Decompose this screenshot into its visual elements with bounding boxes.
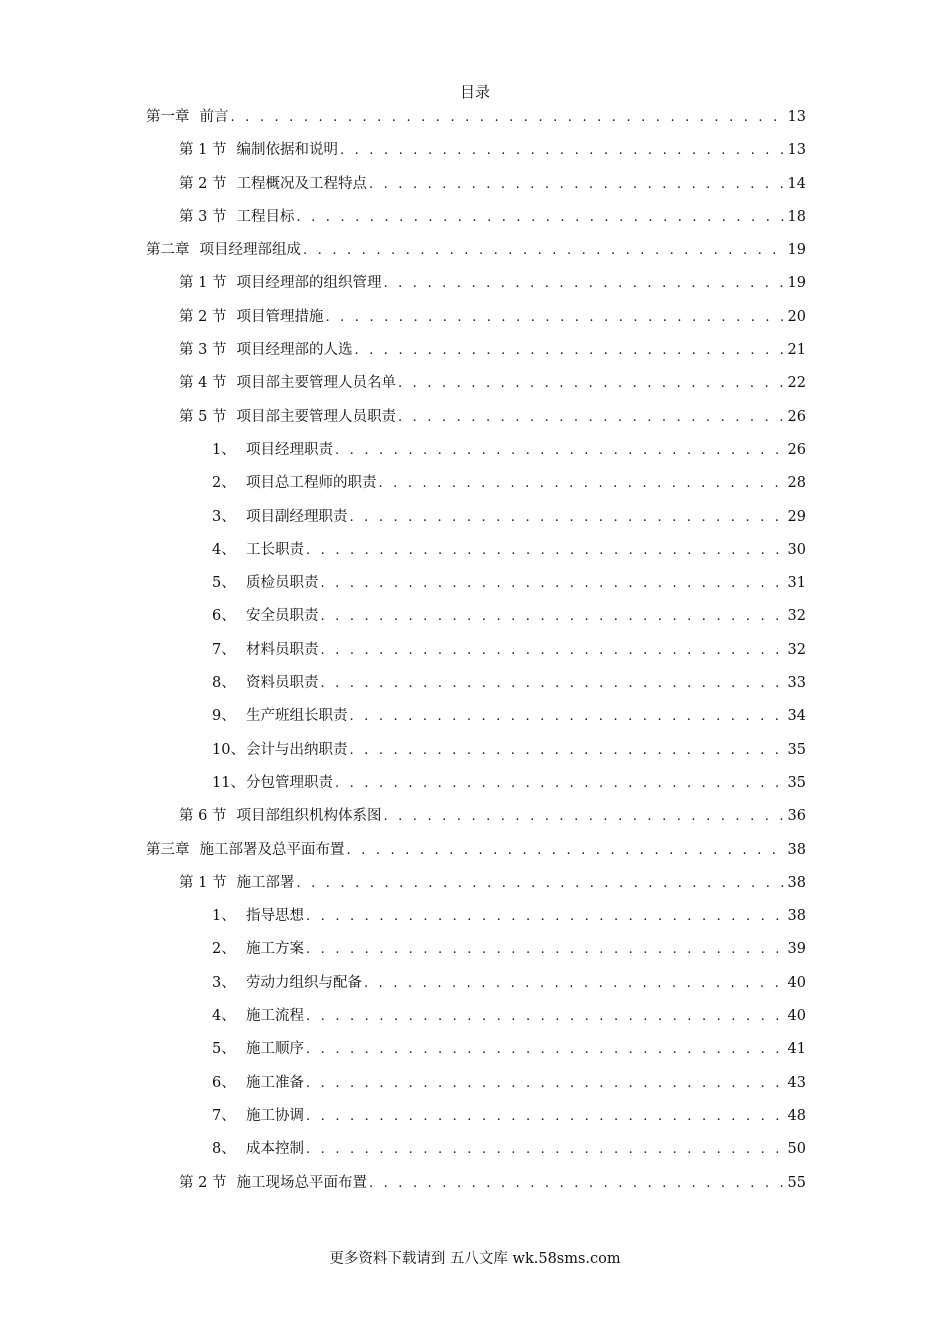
toc-entry-number: 7、 bbox=[212, 1107, 236, 1124]
toc-entry-number: 第 5 节 bbox=[179, 408, 227, 425]
toc-entry-page-number: 36 bbox=[787, 808, 806, 825]
toc-entry[interactable] bbox=[146, 170, 806, 203]
toc-entry-title: 劳动力组织与配备 bbox=[246, 974, 362, 991]
toc-entry-number: 3、 bbox=[212, 508, 236, 525]
toc-entry-page-number: 30 bbox=[787, 541, 806, 558]
toc-entry-title: 项目管理措施 bbox=[236, 308, 324, 325]
toc-entry-page-number: 19 bbox=[787, 275, 806, 292]
toc-entry-title: 项目经理部的人选 bbox=[236, 342, 353, 359]
toc-entry[interactable] bbox=[146, 103, 806, 136]
toc-entry-number: 9、 bbox=[212, 708, 236, 725]
toc-entry[interactable] bbox=[146, 969, 806, 1002]
toc-entry-title: 工程概况及工程特点 bbox=[236, 175, 367, 192]
toc-entry-page-number: 55 bbox=[787, 1174, 806, 1191]
toc-entry[interactable] bbox=[146, 802, 806, 835]
toc-entry-title: 项目副经理职责 bbox=[246, 508, 348, 525]
toc-dot-leader bbox=[325, 304, 785, 332]
toc-dot-leader bbox=[306, 1003, 786, 1031]
toc-dot-leader bbox=[306, 537, 786, 565]
toc-entry-number: 5、 bbox=[212, 1041, 236, 1058]
toc-entry-page-number: 40 bbox=[787, 974, 806, 991]
toc-entry[interactable] bbox=[146, 1135, 806, 1168]
toc-entry-number: 2、 bbox=[212, 941, 236, 958]
toc-entry-number: 6、 bbox=[212, 1074, 236, 1091]
toc-entry[interactable] bbox=[146, 469, 806, 502]
toc-dot-leader bbox=[369, 171, 786, 199]
toc-dot-leader bbox=[364, 970, 786, 998]
toc-dot-leader bbox=[354, 337, 785, 365]
toc-entry-page-number: 35 bbox=[787, 741, 806, 758]
toc-entry[interactable] bbox=[146, 303, 806, 336]
toc-entry-title: 成本控制 bbox=[246, 1141, 304, 1158]
toc-entry-number: 11、 bbox=[212, 774, 245, 791]
toc-entry-title: 项目部主要管理人员职责 bbox=[236, 408, 396, 425]
toc-entry-number: 1、 bbox=[212, 908, 236, 925]
toc-entry-title: 工程目标 bbox=[236, 208, 295, 225]
toc-entry-title: 会计与出纳职责 bbox=[246, 741, 348, 758]
toc-entry[interactable] bbox=[146, 636, 806, 669]
toc-entry-page-number: 13 bbox=[787, 142, 806, 159]
toc-entry-title: 施工顺序 bbox=[246, 1041, 304, 1058]
toc-entry-number: 第 2 节 bbox=[179, 1174, 227, 1191]
toc-entry-number: 4、 bbox=[212, 1008, 236, 1025]
toc-dot-leader bbox=[321, 570, 786, 598]
toc-entry-number: 5、 bbox=[212, 575, 236, 592]
toc-dot-leader bbox=[383, 270, 785, 298]
toc-entry-page-number: 38 bbox=[787, 874, 806, 891]
toc-entry-number: 第 1 节 bbox=[179, 275, 227, 292]
toc-entry[interactable] bbox=[146, 403, 806, 436]
toc-dot-leader bbox=[350, 703, 786, 731]
toc-entry[interactable] bbox=[146, 935, 806, 968]
toc-entry[interactable] bbox=[146, 1035, 806, 1068]
toc-entry-title: 生产班组长职责 bbox=[246, 708, 348, 725]
toc-entry-title: 材料员职责 bbox=[246, 641, 319, 658]
toc-entry-number: 2、 bbox=[212, 475, 236, 492]
toc-entry[interactable] bbox=[146, 769, 806, 802]
toc-entry-number: 第 3 节 bbox=[179, 208, 227, 225]
toc-entry-page-number: 28 bbox=[787, 475, 806, 492]
toc-entry-number: 第 3 节 bbox=[179, 342, 227, 359]
toc-dot-leader bbox=[379, 470, 786, 498]
toc-entry-number: 第二章 bbox=[146, 242, 190, 259]
toc-entry-number: 第 2 节 bbox=[179, 308, 227, 325]
toc-entry-title: 施工准备 bbox=[246, 1074, 304, 1091]
toc-dot-leader bbox=[306, 1136, 786, 1164]
toc-entry-title: 工长职责 bbox=[246, 541, 304, 558]
toc-entry-number: 3、 bbox=[212, 974, 236, 991]
toc-entry-page-number: 33 bbox=[787, 675, 806, 692]
toc-entry-number: 第 1 节 bbox=[179, 142, 227, 159]
toc-dot-leader bbox=[231, 104, 786, 132]
toc-entry[interactable] bbox=[146, 369, 806, 402]
toc-entry[interactable] bbox=[146, 536, 806, 569]
toc-entry[interactable] bbox=[146, 736, 806, 769]
toc-entry-title: 质检员职责 bbox=[246, 575, 319, 592]
toc-entry-page-number: 32 bbox=[787, 608, 806, 625]
toc-dot-leader bbox=[398, 404, 786, 432]
footer-text: 更多资料下载请到 五八文库 wk.58sms.com bbox=[329, 1251, 621, 1267]
toc-dot-leader bbox=[369, 1170, 786, 1198]
toc-entry-page-number: 22 bbox=[787, 375, 806, 392]
toc-entry-page-number: 26 bbox=[787, 408, 806, 425]
toc-entry[interactable] bbox=[146, 436, 806, 469]
toc-entry[interactable] bbox=[146, 136, 806, 169]
toc-entry-page-number: 38 bbox=[787, 841, 806, 858]
toc-entry-number: 8、 bbox=[212, 1141, 236, 1158]
toc-dot-leader bbox=[306, 1070, 786, 1098]
toc-entry-page-number: 13 bbox=[787, 109, 806, 125]
toc-dot-leader bbox=[383, 803, 785, 831]
toc-entry-page-number: 19 bbox=[787, 242, 806, 259]
toc-entry-number: 4、 bbox=[212, 541, 236, 558]
toc-entry[interactable] bbox=[146, 1169, 806, 1202]
toc-entry-title: 项目部主要管理人员名单 bbox=[236, 375, 396, 392]
toc-entry-title: 前言 bbox=[199, 109, 229, 125]
toc-entry[interactable] bbox=[146, 902, 806, 935]
toc-entry-title: 指导思想 bbox=[246, 908, 304, 925]
toc-entry-title: 编制依据和说明 bbox=[236, 142, 338, 159]
toc-entry-title: 施工协调 bbox=[246, 1107, 304, 1124]
toc-entry-title: 施工流程 bbox=[246, 1008, 304, 1025]
toc-entry-number: 第 2 节 bbox=[179, 175, 227, 192]
toc-dot-leader bbox=[306, 903, 786, 931]
toc-entry-page-number: 31 bbox=[787, 575, 806, 592]
toc-entry-number: 第 1 节 bbox=[179, 874, 227, 891]
toc-dot-leader bbox=[303, 237, 786, 265]
toc-entry[interactable] bbox=[146, 1102, 806, 1135]
toc-entry[interactable] bbox=[146, 869, 806, 902]
toc-entry[interactable] bbox=[146, 203, 806, 236]
toc-dot-leader bbox=[335, 770, 786, 798]
toc-entry-number: 第 6 节 bbox=[179, 808, 227, 825]
toc-entry-title: 分包管理职责 bbox=[246, 774, 333, 791]
toc-entry-page-number: 34 bbox=[787, 708, 806, 725]
toc-entry[interactable] bbox=[146, 702, 806, 735]
toc-dot-leader bbox=[296, 204, 785, 232]
toc-dot-leader bbox=[306, 1036, 786, 1064]
toc-entry-page-number: 18 bbox=[787, 208, 806, 225]
toc-entry-page-number: 40 bbox=[787, 1008, 806, 1025]
toc-entry-page-number: 29 bbox=[787, 508, 806, 525]
toc-dot-leader bbox=[306, 1103, 786, 1131]
toc-entry-title: 项目部组织机构体系图 bbox=[236, 808, 382, 825]
toc-entry[interactable] bbox=[146, 1002, 806, 1035]
toc-dot-leader bbox=[306, 936, 786, 964]
toc-entry-page-number: 48 bbox=[787, 1107, 806, 1124]
toc-entry-title: 施工方案 bbox=[246, 941, 304, 958]
toc-dot-leader bbox=[350, 737, 786, 765]
toc-entry[interactable] bbox=[146, 1069, 806, 1102]
toc-entry-page-number: 39 bbox=[787, 941, 806, 958]
toc-entry-page-number: 35 bbox=[787, 774, 806, 791]
toc-entry-title: 资料员职责 bbox=[246, 675, 319, 692]
toc-entry-page-number: 32 bbox=[787, 641, 806, 658]
toc-entry-page-number: 38 bbox=[787, 908, 806, 925]
toc-entry-page-number: 21 bbox=[787, 342, 806, 359]
toc-entry[interactable] bbox=[146, 836, 806, 869]
toc-entry-page-number: 41 bbox=[787, 1041, 806, 1058]
toc-dot-leader bbox=[321, 603, 786, 631]
toc-dot-leader bbox=[347, 837, 786, 865]
toc-entry[interactable] bbox=[146, 503, 806, 536]
toc-entry-title: 安全员职责 bbox=[246, 608, 319, 625]
toc-entry-number: 1、 bbox=[212, 441, 236, 458]
toc-entry-title: 施工部署及总平面布置 bbox=[199, 841, 345, 858]
toc-entry-title: 项目经理部组成 bbox=[199, 242, 301, 259]
page-title: 目录 bbox=[459, 83, 490, 101]
toc-entry-number: 第一章 bbox=[146, 109, 190, 125]
toc-entry[interactable] bbox=[146, 602, 806, 635]
toc-entry[interactable] bbox=[146, 336, 806, 369]
toc-entry[interactable] bbox=[146, 669, 806, 702]
toc-entry-page-number: 43 bbox=[787, 1074, 806, 1091]
toc-dot-leader bbox=[321, 670, 786, 698]
toc-entry-page-number: 26 bbox=[787, 441, 806, 458]
toc-entry-title: 施工现场总平面布置 bbox=[236, 1174, 367, 1191]
toc-entry[interactable] bbox=[146, 269, 806, 302]
toc-entry-number: 第三章 bbox=[146, 841, 190, 858]
toc-entry-page-number: 50 bbox=[787, 1141, 806, 1158]
toc-entry-page-number: 20 bbox=[787, 308, 806, 325]
table-of-contents bbox=[146, 103, 806, 1202]
toc-dot-leader bbox=[350, 504, 786, 532]
toc-entry-page-number: 14 bbox=[787, 175, 806, 192]
toc-entry-title: 项目总工程师的职责 bbox=[246, 475, 377, 492]
toc-entry-number: 8、 bbox=[212, 675, 236, 692]
toc-dot-leader bbox=[321, 637, 786, 665]
toc-entry-number: 6、 bbox=[212, 608, 236, 625]
toc-entry[interactable] bbox=[146, 569, 806, 602]
toc-dot-leader bbox=[340, 137, 786, 165]
toc-entry-number: 10、 bbox=[212, 741, 245, 758]
toc-entry-title: 项目经理部的组织管理 bbox=[236, 275, 382, 292]
toc-dot-leader bbox=[335, 437, 786, 465]
toc-entry-number: 第 4 节 bbox=[179, 375, 227, 392]
toc-dot-leader bbox=[296, 870, 785, 898]
toc-entry-title: 施工部署 bbox=[236, 874, 295, 891]
toc-entry-number: 7、 bbox=[212, 641, 236, 658]
toc-entry[interactable] bbox=[146, 236, 806, 269]
toc-dot-leader bbox=[398, 370, 786, 398]
toc-entry-title: 项目经理职责 bbox=[246, 441, 333, 458]
